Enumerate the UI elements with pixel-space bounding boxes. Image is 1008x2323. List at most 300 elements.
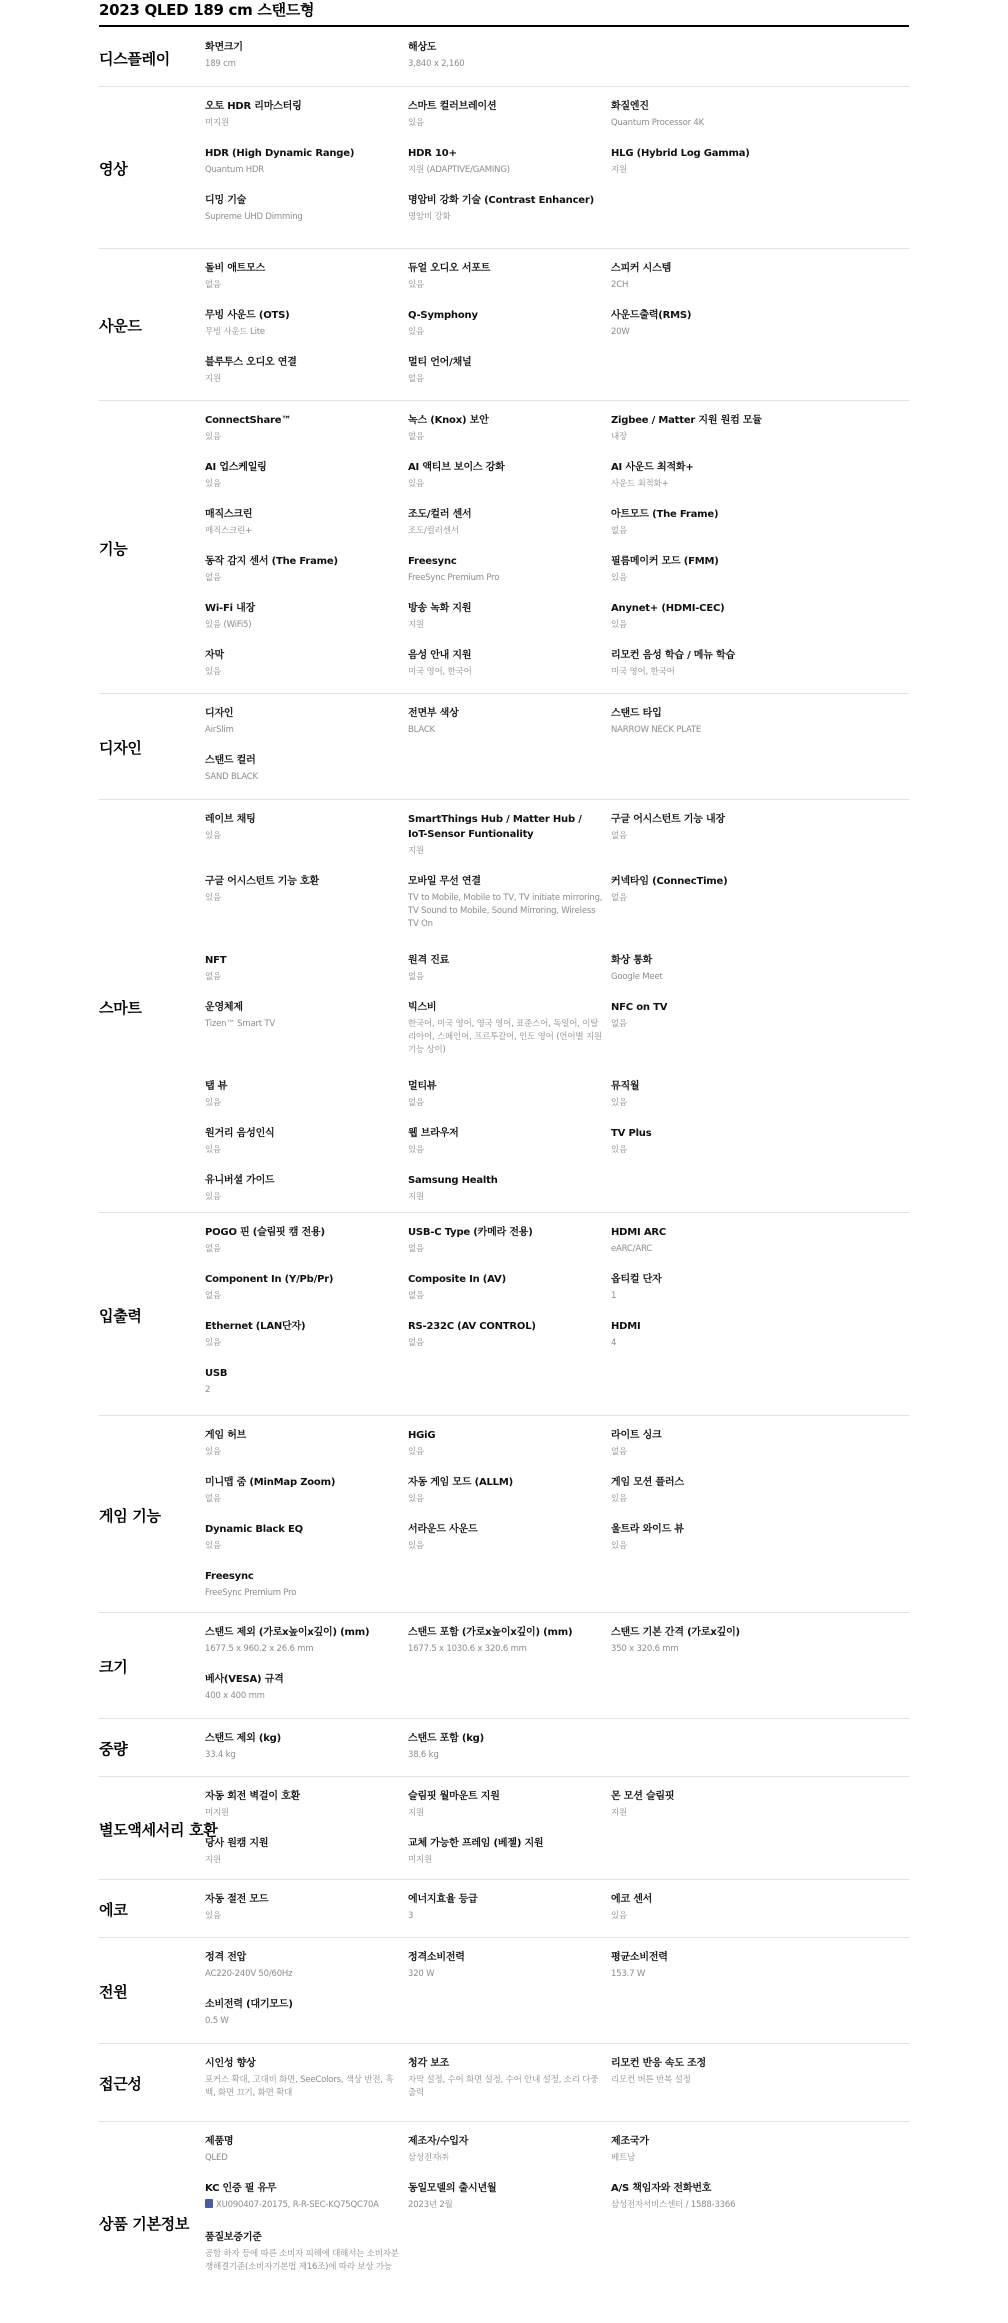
spec-value: 있음 xyxy=(205,893,222,903)
spec-value: 지원 xyxy=(408,846,425,856)
spec-label: 품질보증기준 xyxy=(205,2232,262,2243)
spec-value: 있음 xyxy=(611,620,628,630)
spec-value: 없음 xyxy=(611,893,628,903)
spec-label: Ethernet (LAN단자) xyxy=(205,1321,306,1332)
spec-value: 있음 (WiFi5) xyxy=(205,620,252,630)
spec-label: 자동 게임 모드 (ALLM) xyxy=(408,1477,513,1488)
spec-value: 조도/컬러센서 xyxy=(408,526,459,536)
spec-item xyxy=(611,2181,807,2212)
spec-value: 있음 xyxy=(205,1098,222,1108)
spec-item xyxy=(205,40,401,71)
spec-label: 유니버셜 가이드 xyxy=(205,1175,275,1186)
spec-label: 미니맵 줌 (MinMap Zoom) xyxy=(205,1477,336,1488)
spec-label: 스탠드 포함 (가로x높이x깊이) (mm) xyxy=(408,1627,573,1638)
spec-value: 2 xyxy=(205,1385,211,1395)
spec-label: 정격 전압 xyxy=(205,1952,247,1963)
section-title: 상품 기본정보 xyxy=(99,2214,190,2233)
spec-item xyxy=(611,308,807,339)
spec-label: 자막 xyxy=(205,650,224,661)
spec-label: 스탠드 포함 (kg) xyxy=(408,1733,485,1744)
spec-item xyxy=(611,1079,807,1110)
spec-value: 미지원 xyxy=(205,1808,230,1818)
spec-label: 에코 센서 xyxy=(611,1894,653,1905)
spec-value: 있음 xyxy=(408,1145,425,1155)
spec-value: 1677.5 x 960.2 x 26.6 mm xyxy=(205,1644,314,1654)
spec-item xyxy=(408,99,604,130)
spec-label: Freesync xyxy=(408,556,457,567)
spec-item xyxy=(408,261,604,292)
spec-label: 매직스크린 xyxy=(205,509,253,520)
spec-item xyxy=(205,812,401,843)
spec-label: 화질엔진 xyxy=(611,101,649,112)
spec-value: 있음 xyxy=(408,479,425,489)
spec-item xyxy=(408,648,604,679)
spec-label: 사운드출력(RMS) xyxy=(611,310,692,321)
spec-value: 없음 xyxy=(205,972,222,982)
spec-value: 2CH xyxy=(611,280,629,290)
spec-label: 해상도 xyxy=(408,42,437,53)
spec-label: NFC on TV xyxy=(611,1002,668,1013)
spec-label: KC 인증 필 유무 xyxy=(205,2183,277,2194)
spec-label: 스탠드 타입 xyxy=(611,708,662,719)
spec-label: 웹 브라우저 xyxy=(408,1128,459,1139)
spec-value: 없음 xyxy=(408,1244,425,1254)
spec-value: 189 cm xyxy=(205,59,236,69)
spec-label: 전면부 색상 xyxy=(408,708,459,719)
spec-value: eARC/ARC xyxy=(611,1244,652,1254)
section-title: 크기 xyxy=(99,1658,128,1676)
spec-label: AI 액티브 보이스 강화 xyxy=(408,462,505,473)
spec-section xyxy=(99,1938,909,2044)
spec-label: 게임 모션 플러스 xyxy=(611,1477,684,1488)
spec-value: 매직스크린+ xyxy=(205,526,252,536)
spec-label: Component In (Y/Pb/Pr) xyxy=(205,1274,334,1285)
spec-value: 삼성전자서비스센터 / 1588-3366 xyxy=(611,2200,736,2210)
spec-item xyxy=(205,648,401,679)
spec-section xyxy=(99,1880,909,1938)
section-title: 스마트 xyxy=(99,998,142,1017)
spec-value: 320 W xyxy=(408,1969,435,1979)
spec-value: 한국어, 미국 영어, 영국 영어, 표준스어, 독일어, 이탈리아어, 스페인어, 프르투갈어, 인도 영어 (언어별 지원 기능 상이) xyxy=(408,1019,602,1055)
section-title: 에코 xyxy=(99,1901,128,1919)
spec-value: 지원 xyxy=(408,1808,425,1818)
spec-item xyxy=(408,812,604,858)
spec-item xyxy=(205,601,401,632)
spec-value: 153.7 W xyxy=(611,1969,646,1979)
spec-item xyxy=(611,1892,807,1923)
spec-item xyxy=(408,1731,604,1762)
spec-label: 커넥타임 (ConnecTime) xyxy=(611,876,728,887)
spec-value: 없음 xyxy=(205,573,222,583)
spec-label: 원격 진료 xyxy=(408,955,450,966)
spec-label: 탭 뷰 xyxy=(205,1081,228,1092)
spec-value: Tizen™ Smart TV xyxy=(205,1019,275,1029)
spec-value: 지원 xyxy=(408,620,425,630)
spec-item xyxy=(205,2230,401,2274)
spec-value: 있음 xyxy=(611,1494,628,1504)
spec-value: 38.6 kg xyxy=(408,1750,439,1760)
spec-item xyxy=(408,1079,604,1110)
spec-item xyxy=(611,874,807,905)
spec-item xyxy=(205,1126,401,1157)
spec-label: AI 사운드 최적화+ xyxy=(611,462,694,473)
spec-value: 베트남 xyxy=(611,2153,636,2163)
spec-item xyxy=(408,1625,604,1656)
spec-section xyxy=(99,87,909,249)
spec-label: RS-232C (AV CONTROL) xyxy=(408,1321,536,1332)
spec-item xyxy=(205,554,401,585)
spec-value: 내장 xyxy=(611,432,628,442)
spec-value: 없음 xyxy=(611,1447,628,1457)
spec-value: 있음 xyxy=(408,1541,425,1551)
spec-item xyxy=(205,874,401,905)
spec-section xyxy=(99,249,909,401)
spec-label: A/S 책임자와 전화번호 xyxy=(611,2183,712,2194)
spec-label: 서라운드 사운드 xyxy=(408,1524,478,1535)
spec-label: 녹스 (Knox) 보안 xyxy=(408,415,489,426)
spec-label: 블루투스 오디오 연결 xyxy=(205,357,297,368)
spec-label: HDMI xyxy=(611,1321,641,1332)
spec-label: 소비전력 (대기모드) xyxy=(205,1999,293,2010)
spec-section xyxy=(99,2122,909,2323)
spec-item xyxy=(205,1731,401,1762)
spec-label: 당사 원캠 지원 xyxy=(205,1838,269,1849)
spec-label: Composite In (AV) xyxy=(408,1274,506,1285)
spec-label: 자동 절전 모드 xyxy=(205,1894,269,1905)
spec-value: FreeSync Premium Pro xyxy=(205,1588,297,1598)
spec-label: 디자인 xyxy=(205,708,234,719)
spec-value: 없음 xyxy=(611,526,628,536)
spec-label: USB xyxy=(205,1368,228,1379)
spec-item xyxy=(205,1569,401,1600)
spec-item xyxy=(408,1522,604,1553)
spec-label: HDR (High Dynamic Range) xyxy=(205,148,355,159)
spec-label: 슬림핏 월마운트 지원 xyxy=(408,1791,500,1802)
spec-item xyxy=(408,1272,604,1303)
spec-value: 미지원 xyxy=(205,118,230,128)
spec-item xyxy=(205,1428,401,1459)
spec-label: 빅스비 xyxy=(408,1002,437,1013)
spec-label: 리모컨 반응 속도 조정 xyxy=(611,2058,706,2069)
spec-value: 미지원 xyxy=(408,1855,433,1865)
spec-label: 멀티 언어/채널 xyxy=(408,357,472,368)
spec-item xyxy=(611,1272,807,1303)
spec-item xyxy=(205,193,401,224)
spec-item xyxy=(205,1366,401,1397)
spec-item xyxy=(611,1475,807,1506)
spec-item xyxy=(408,1789,604,1820)
spec-item xyxy=(408,1892,604,1923)
spec-value: 지원 xyxy=(205,374,222,384)
spec-item xyxy=(205,146,401,177)
spec-item xyxy=(408,2134,604,2165)
spec-item xyxy=(205,1225,401,1256)
spec-value: 없음 xyxy=(611,831,628,841)
spec-value: 있음 xyxy=(205,1541,222,1551)
spec-label: 평균소비전력 xyxy=(611,1952,668,1963)
spec-item xyxy=(408,40,604,71)
spec-value: 있음 xyxy=(408,118,425,128)
spec-label: 뮤직월 xyxy=(611,1081,640,1092)
spec-label: 옵티컬 단자 xyxy=(611,1274,662,1285)
spec-label: 돌비 애트모스 xyxy=(205,263,266,274)
spec-label: 자동 회전 벽걸이 호환 xyxy=(205,1791,300,1802)
spec-item xyxy=(205,1789,401,1820)
spec-label: 정격소비전력 xyxy=(408,1952,465,1963)
spec-item xyxy=(611,146,807,177)
spec-label: 운영체제 xyxy=(205,1002,243,1013)
spec-item xyxy=(205,1625,401,1656)
spec-value: 있음 xyxy=(611,573,628,583)
spec-label: 청각 보조 xyxy=(408,2058,450,2069)
spec-item xyxy=(408,874,604,931)
spec-label: 음성 안내 지원 xyxy=(408,650,472,661)
spec-item xyxy=(205,1272,401,1303)
spec-label: USB-C Type (카메라 전용) xyxy=(408,1227,533,1238)
spec-value: 있음 xyxy=(611,1541,628,1551)
spec-section xyxy=(99,401,909,694)
spec-value: 2023년 2월 xyxy=(408,2200,453,2210)
spec-value: BLACK xyxy=(408,725,435,735)
spec-label: 제조국가 xyxy=(611,2136,649,2147)
spec-label: 필름메이커 모드 (FMM) xyxy=(611,556,719,567)
spec-item xyxy=(611,413,807,444)
spec-item xyxy=(408,2056,604,2100)
spec-label: Q-Symphony xyxy=(408,310,478,321)
spec-value: 있음 xyxy=(205,1192,222,1202)
spec-value: 있음 xyxy=(205,1447,222,1457)
spec-label: Wi-Fi 내장 xyxy=(205,603,256,614)
spec-item xyxy=(611,1522,807,1553)
section-title: 별도액세서리 호환 xyxy=(99,1820,218,1839)
section-title: 디자인 xyxy=(99,739,142,757)
spec-label: 스탠드 제외 (kg) xyxy=(205,1733,282,1744)
spec-label: 방송 녹화 지원 xyxy=(408,603,472,614)
spec-item xyxy=(611,554,807,585)
spec-label: 라이트 싱크 xyxy=(611,1430,662,1441)
spec-item xyxy=(611,648,807,679)
spec-label: 명암비 강화 기술 (Contrast Enhancer) xyxy=(408,195,594,206)
spec-item xyxy=(408,554,604,585)
spec-value: 없음 xyxy=(205,1494,222,1504)
spec-value: 없음 xyxy=(408,374,425,384)
spec-item xyxy=(611,460,807,491)
spec-label: 무빙 사운드 (OTS) xyxy=(205,310,290,321)
spec-value: 명암비 강화 xyxy=(408,212,451,222)
spec-value: Supreme UHD Dimming xyxy=(205,212,303,222)
spec-item xyxy=(205,355,401,386)
section-title: 사운드 xyxy=(99,317,142,335)
spec-item xyxy=(408,1428,604,1459)
spec-item xyxy=(611,1428,807,1459)
spec-value: 350 x 320.6 mm xyxy=(611,1644,679,1654)
spec-item xyxy=(205,753,401,784)
spec-value: 있음 xyxy=(205,831,222,841)
spec-item xyxy=(408,953,604,984)
spec-value: 있음 xyxy=(205,1911,222,1921)
spec-item xyxy=(205,1000,401,1031)
spec-label: TV Plus xyxy=(611,1128,652,1139)
spec-section xyxy=(99,694,909,800)
spec-value: 4 xyxy=(611,1338,617,1348)
spec-label: 울트라 와이드 뷰 xyxy=(611,1524,684,1535)
section-title: 접근성 xyxy=(99,2075,142,2093)
spec-value: 20W xyxy=(611,327,630,337)
section-title: 전원 xyxy=(99,1983,128,2001)
spec-label: HLG (Hybrid Log Gamma) xyxy=(611,148,750,159)
spec-label: NFT xyxy=(205,955,227,966)
spec-value: 있음 xyxy=(408,1494,425,1504)
spec-label: 에너지효율 등급 xyxy=(408,1894,478,1905)
spec-label: 듀얼 오디오 서포트 xyxy=(408,263,491,274)
spec-value: Quantum HDR xyxy=(205,165,265,175)
spec-value: 삼성전자㈜ xyxy=(408,2153,449,2163)
spec-label: Anynet+ (HDMI-CEC) xyxy=(611,603,725,614)
spec-value: 있음 xyxy=(205,667,222,677)
spec-item xyxy=(205,1672,401,1703)
spec-label: AI 업스케일링 xyxy=(205,462,267,473)
spec-item xyxy=(205,308,401,339)
spec-label: 스피커 시스템 xyxy=(611,263,672,274)
spec-label: Samsung Health xyxy=(408,1175,498,1186)
spec-item xyxy=(205,1522,401,1553)
spec-value: Google Meet xyxy=(611,972,663,982)
spec-label: Zigbee / Matter 지원 원컴 모듈 xyxy=(611,415,762,426)
spec-label: 스마트 컬러브레이션 xyxy=(408,101,497,112)
spec-section xyxy=(99,1213,909,1416)
spec-value: QLED xyxy=(205,2153,228,2163)
spec-label: 조도/컬러 센서 xyxy=(408,509,472,520)
spec-item xyxy=(611,1225,807,1256)
spec-item xyxy=(408,1319,604,1350)
spec-value: 없음 xyxy=(205,1291,222,1301)
spec-item xyxy=(611,1000,807,1031)
spec-value: 있음 xyxy=(408,327,425,337)
spec-item xyxy=(408,2181,604,2212)
spec-value: 없음 xyxy=(408,972,425,982)
spec-label: Dynamic Black EQ xyxy=(205,1524,303,1535)
spec-value: 0.5 W xyxy=(205,2016,229,2026)
spec-label: 디밍 기술 xyxy=(205,195,247,206)
spec-label: 레이브 채팅 xyxy=(205,814,256,825)
spec-item xyxy=(611,953,807,984)
spec-value: 지원 (ADAPTIVE/GAMING) xyxy=(408,165,510,175)
spec-value: 리모컨 버튼 반복 설정 xyxy=(611,2075,691,2085)
spec-item xyxy=(611,1625,807,1656)
spec-item xyxy=(408,1950,604,1981)
spec-item xyxy=(408,601,604,632)
spec-label: 멀티뷰 xyxy=(408,1081,437,1092)
spec-item xyxy=(205,507,401,538)
spec-label: Freesync xyxy=(205,1571,254,1582)
spec-value: 있음 xyxy=(205,479,222,489)
spec-item xyxy=(205,460,401,491)
spec-label: 교체 가능한 프레임 (베젤) 지원 xyxy=(408,1838,544,1849)
spec-value: 미국 영어, 한국어 xyxy=(611,667,675,677)
spec-label: HDR 10+ xyxy=(408,148,457,159)
spec-item xyxy=(408,146,604,177)
kc-mark-icon xyxy=(205,2199,213,2208)
spec-item xyxy=(205,1475,401,1506)
spec-value: TV to Mobile, Mobile to TV, TV initiate mirroring, TV Sound to Mobile, Sound Mirroring, Wireless TV On xyxy=(408,893,603,929)
page-title: 2023 QLED 189 cm 스탠드형 xyxy=(99,0,909,27)
spec-item xyxy=(408,460,604,491)
spec-item xyxy=(408,706,604,737)
spec-value: XU090407-20175, R-R-SEC-KQ75QC70A xyxy=(205,2199,401,2212)
spec-value: 없음 xyxy=(205,1244,222,1254)
spec-item xyxy=(408,1000,604,1057)
spec-section xyxy=(99,28,909,87)
section-title: 중량 xyxy=(99,1740,128,1758)
spec-value: AC220-240V 50/60Hz xyxy=(205,1969,293,1979)
spec-item xyxy=(205,2134,401,2165)
spec-label: 스탠드 제외 (가로x높이x깊이) (mm) xyxy=(205,1627,370,1638)
spec-item xyxy=(611,2056,807,2087)
spec-value: 지원 xyxy=(408,1192,425,1202)
spec-value: 있음 xyxy=(205,432,222,442)
spec-item xyxy=(611,812,807,843)
spec-item xyxy=(611,706,807,737)
section-title: 영상 xyxy=(99,160,128,178)
spec-value: 사운드 최적화+ xyxy=(611,479,669,489)
spec-value: 3 xyxy=(408,1911,414,1921)
spec-value: 지원 xyxy=(611,165,628,175)
spec-value: 무빙 사운드 Lite xyxy=(205,327,265,337)
spec-value: NARROW NECK PLATE xyxy=(611,725,702,735)
spec-item xyxy=(408,1173,604,1204)
spec-value: 1677.5 x 1030.6 x 320.6 mm xyxy=(408,1644,527,1654)
spec-value: 지원 xyxy=(205,1855,222,1865)
spec-value: 있음 xyxy=(611,1145,628,1155)
spec-item xyxy=(611,1319,807,1350)
spec-label: 동작 감지 센서 (The Frame) xyxy=(205,556,338,567)
spec-label: HGiG xyxy=(408,1430,436,1441)
spec-value: 없음 xyxy=(611,1019,628,1029)
spec-item xyxy=(205,99,401,130)
spec-item xyxy=(408,507,604,538)
spec-value: 미국 영어, 한국어 xyxy=(408,667,472,677)
spec-label: HDMI ARC xyxy=(611,1227,667,1238)
spec-value: 자막 설정, 수어 화면 설정, 수어 안내 설정, 소리 다중출력 xyxy=(408,2075,599,2098)
spec-label: 구글 어시스턴트 기능 내장 xyxy=(611,814,725,825)
spec-value: 없음 xyxy=(408,432,425,442)
spec-value: 공함 하자 등에 따른 소비자 피해에 대해서는 소비자분쟁해결기준(소비자기본법 제16조)에 따라 보상 가능 xyxy=(205,2249,399,2272)
spec-value: Quantum Processor 4K xyxy=(611,118,704,128)
spec-value: FreeSync Premium Pro xyxy=(408,573,500,583)
spec-item xyxy=(205,953,401,984)
spec-value: 400 x 400 mm xyxy=(205,1691,265,1701)
spec-label: 화면크기 xyxy=(205,42,243,53)
spec-item xyxy=(408,1836,604,1867)
spec-item xyxy=(205,1836,401,1867)
spec-item xyxy=(205,1079,401,1110)
spec-item xyxy=(408,355,604,386)
spec-label: 스탠드 컬러 xyxy=(205,755,256,766)
spec-item xyxy=(408,1126,604,1157)
spec-value: 33.4 kg xyxy=(205,1750,236,1760)
spec-label: 모바일 무선 연결 xyxy=(408,876,481,887)
spec-value: 있음 xyxy=(611,1098,628,1108)
spec-item xyxy=(611,601,807,632)
spec-value: 있음 xyxy=(611,1911,628,1921)
spec-item xyxy=(611,1126,807,1157)
spec-item xyxy=(205,1892,401,1923)
spec-item xyxy=(205,1950,401,1981)
spec-value: 1 xyxy=(611,1291,617,1301)
spec-item xyxy=(408,413,604,444)
spec-label: ConnectShare™ xyxy=(205,415,292,426)
spec-value: SAND BLACK xyxy=(205,772,258,782)
